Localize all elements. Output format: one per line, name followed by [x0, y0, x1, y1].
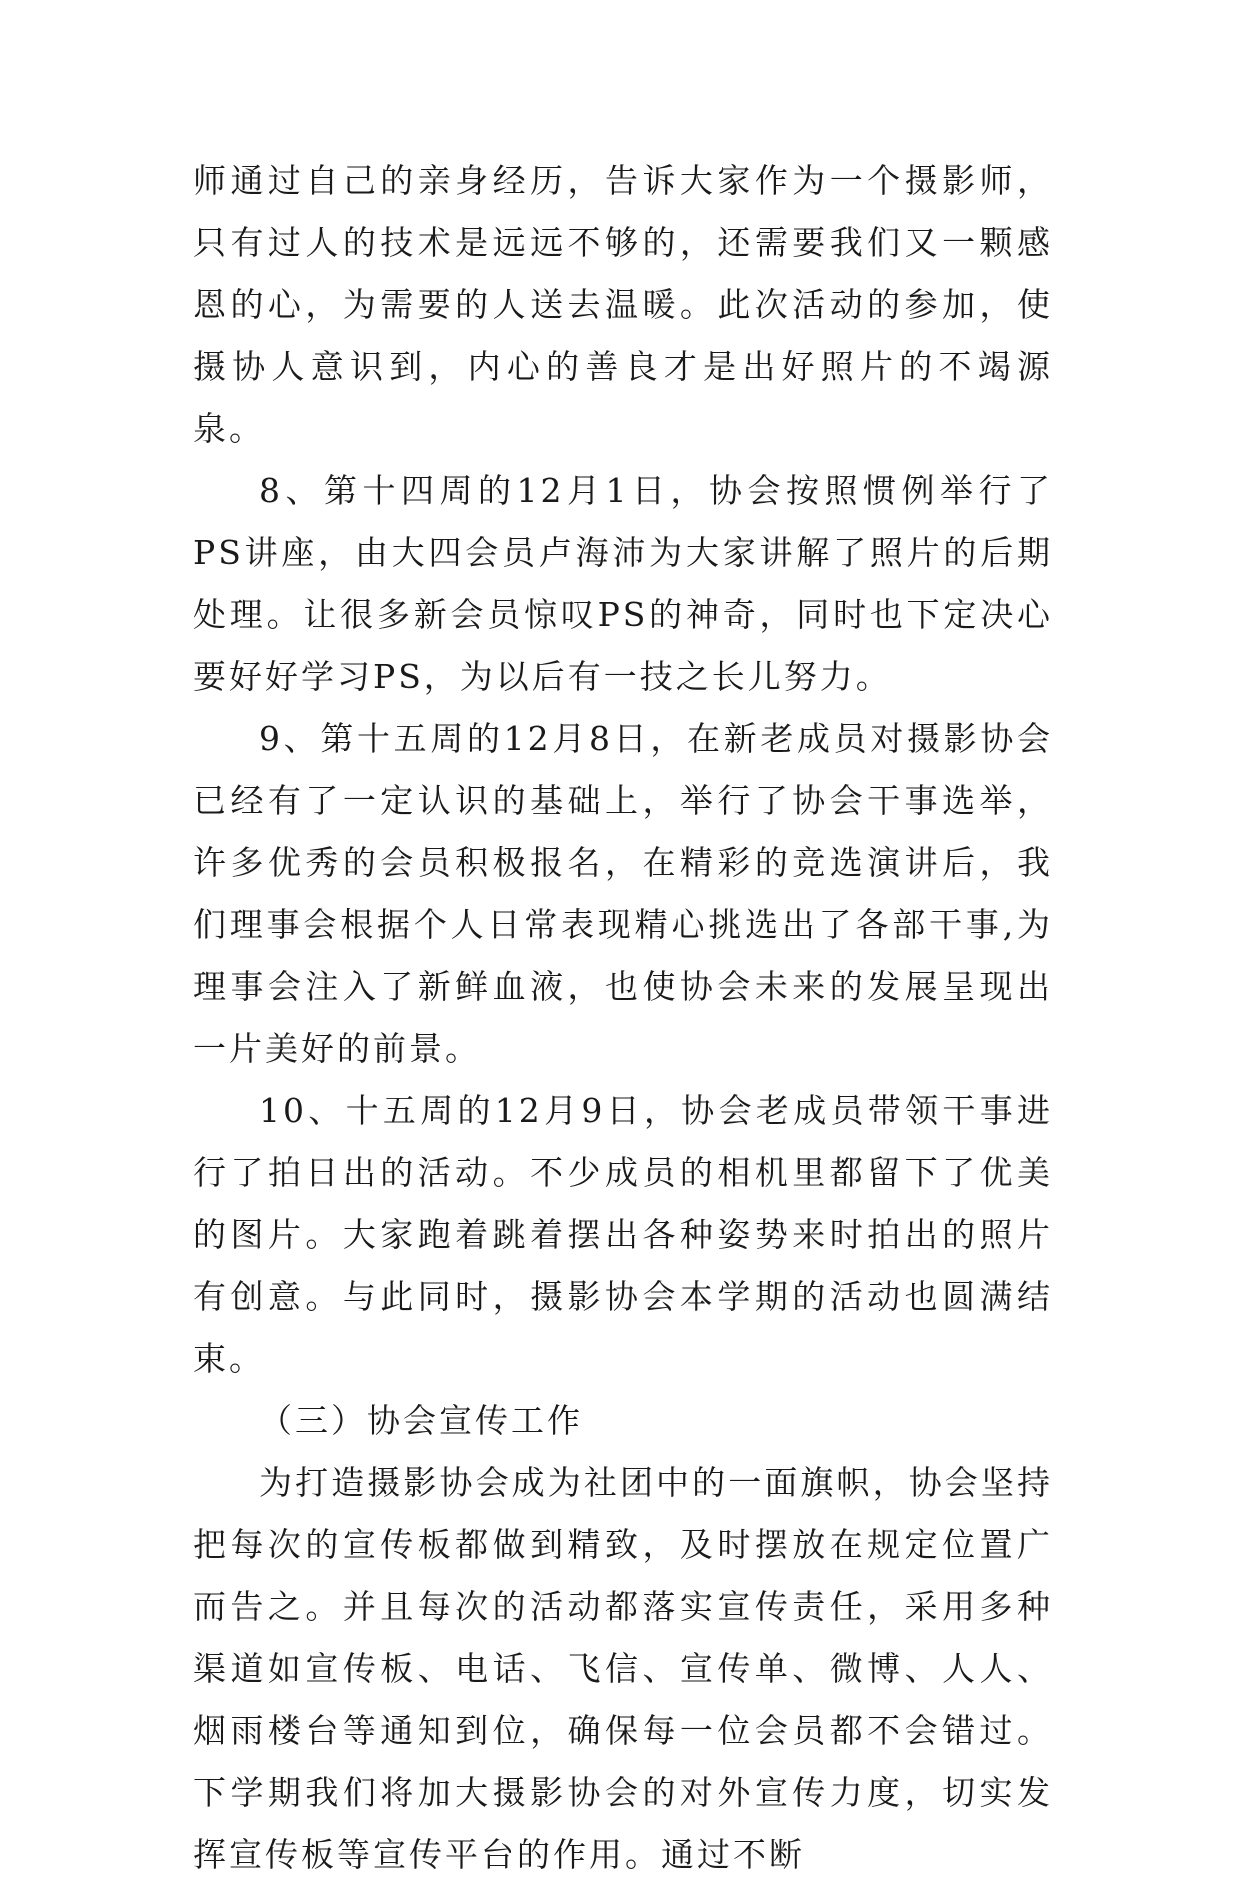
- paragraph-item-10: 10、十五周的12月9日，协会老成员带领干事进行了拍日出的活动。不少成员的相机里都留下了优美的图片。大家跑着跳着摆出各种姿势来时拍出的照片有创意。与此同时，摄影协会本学期的活动也圆满结束。: [193, 1091, 1053, 1378]
- paragraph-continuation: 师通过自己的亲身经历，告诉大家作为一个摄影师，只有过人的技术是远远不够的，还需要我们又一颗感恩的心，为需要的人送去温暖。此次活动的参加，使摄协人意识到，内心的善良才是出好照片的不竭源泉。: [193, 161, 1053, 448]
- section-heading: （三）协会宣传工作: [259, 1401, 583, 1440]
- paragraph-item-8: 8、第十四周的12月1日，协会按照惯例举行了PS讲座，由大四会员卢海沛为大家讲解了照片的后期处理。让很多新会员惊叹PS的神奇，同时也下定决心要好好学习PS，为以后有一技之长儿努力。: [193, 471, 1053, 696]
- paragraph-publicity: 为打造摄影协会成为社团中的一面旗帜，协会坚持把每次的宣传板都做到精致，及时摆放在规定位置广而告之。并且每次的活动都落实宣传责任，采用多种渠道如宣传板、电话、飞信、宣传单、微博、人人、烟雨楼台等通知到位，确保每一位会员都不会错过。下学期我们将加大摄影协会的对外宣传力度，切实发挥宣传板等宣传平台的作用。通过不断: [193, 1463, 1053, 1874]
- document-body: [193, 150, 1053, 1886]
- paragraph-item-9: 9、第十五周的12月8日，在新老成员对摄影协会已经有了一定认识的基础上，举行了协会干事选举，许多优秀的会员积极报名，在精彩的竞选演讲后，我们理事会根据个人日常表现精心挑选出了各部干事,为理事会注入了新鲜血液，也使协会未来的发展呈现出一片美好的前景。: [193, 719, 1053, 1068]
